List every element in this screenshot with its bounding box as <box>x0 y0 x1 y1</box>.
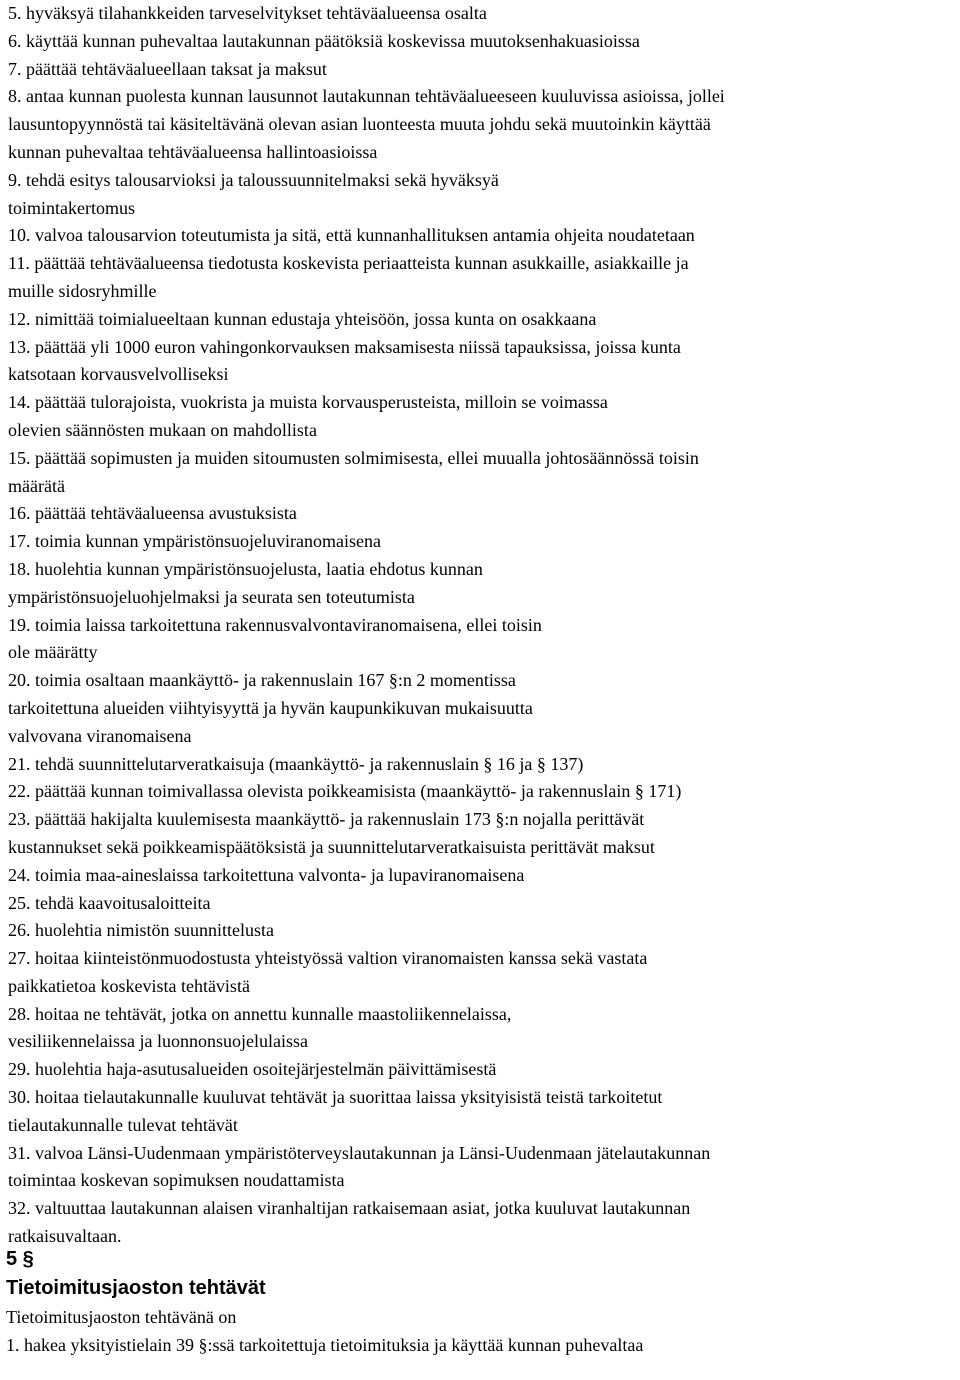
list-line: 17. toimia kunnan ympäristönsuojeluviranomaisena <box>8 531 381 552</box>
list-line: 29. huolehtia haja-asutusalueiden osoitejärjestelmän päivittämisestä <box>8 1059 497 1080</box>
list-line: 28. hoitaa ne tehtävät, jotka on annettu kunnalle maastoliikennelaissa, <box>8 1003 512 1024</box>
list-line: 15. päättää sopimusten ja muiden sitoumusten solmimisesta, ellei muualla johtosäännössä toisin <box>8 447 699 468</box>
section-intro: Tietoimitusjaoston tehtävänä on <box>6 1307 237 1327</box>
list-line: 30. hoitaa tielautakunnalle kuuluvat tehtävät ja suorittaa laissa yksityisistä teistä tarkoitetut <box>8 1087 663 1108</box>
list-line: 22. päättää kunnan toimivallassa olevista poikkeamisista (maankäyttö- ja rakennuslain § 171) <box>8 781 682 802</box>
list-line: ympäristönsuojeluohjelmaksi ja seurata sen toteutumista <box>8 586 415 607</box>
list-line: 7. päättää tehtäväalueellaan taksat ja maksut <box>8 58 327 79</box>
section-first-item: 1. hakea yksityistielain 39 §:ssä tarkoitettuja tietoimituksia ja käyttää kunnan puhevaltaa <box>6 1335 644 1355</box>
list-line: valvovana viranomaisena <box>8 725 192 746</box>
list-line: toimintakertomus <box>8 197 135 218</box>
list-line: 9. tehdä esitys talousarvioksi ja taloussuunnitelmaksi sekä hyväksyä <box>8 169 499 190</box>
section-title: Tietoimitusjaoston tehtävät <box>6 1277 266 1299</box>
list-line: 18. huolehtia kunnan ympäristönsuojelusta, laatia ehdotus kunnan <box>8 558 483 579</box>
list-line: 13. päättää yli 1000 euron vahingonkorvauksen maksamisesta niissä tapauksissa, joissa kunta <box>8 336 681 357</box>
list-line: lausuntopyynnöstä tai käsiteltävänä olevan asian luonteesta muuta johdu sekä muutoinkin käyttää <box>8 114 711 135</box>
list-line: tielautakunnalle tulevat tehtävät <box>8 1114 238 1135</box>
list-line: kustannukset sekä poikkeamispäätöksistä ja suunnittelutarveratkaisuista perittävät maksut <box>8 836 655 857</box>
list-line: 20. toimia osaltaan maankäyttö- ja rakennuslain 167 §:n 2 momentissa <box>8 670 516 691</box>
list-line: 25. tehdä kaavoitusaloitteita <box>8 892 211 913</box>
list-line: 21. tehdä suunnittelutarveratkaisuja (maankäyttö- ja rakennuslain § 16 ja § 137) <box>8 753 584 774</box>
list-line: paikkatietoa koskevista tehtävistä <box>8 975 250 996</box>
list-line: kunnan puhevaltaa tehtäväalueensa hallintoasioissa <box>8 141 378 162</box>
list-line: 23. päättää hakijalta kuulemisesta maankäyttö- ja rakennuslain 173 §:n nojalla perittävät <box>8 809 645 830</box>
list-line: ole määrätty <box>8 642 98 663</box>
list-line: tarkoitettuna alueiden viihtyisyyttä ja hyvän kaupunkikuvan mukaisuutta <box>8 697 533 718</box>
list-line: 6. käyttää kunnan puhevaltaa lautakunnan päätöksiä koskevissa muutoksenhakuasioissa <box>8 30 640 51</box>
section-number: 5 § <box>6 1248 34 1270</box>
list-line: 10. valvoa talousarvion toteutumista ja sitä, että kunnanhallituksen antamia ohjeita noudatetaan <box>8 225 695 246</box>
list-line: 26. huolehtia nimistön suunnittelusta <box>8 920 274 941</box>
section-5 <box>6 1240 956 1359</box>
list-line: katsotaan korvausvelvolliseksi <box>8 364 229 385</box>
list-line: 11. päättää tehtäväalueensa tiedotusta koskevista periaatteista kunnan asukkaille, asiakkaille ja <box>8 253 689 274</box>
list-line: 8. antaa kunnan puolesta kunnan lausunnot lautakunnan tehtäväalueeseen kuuluvissa asioissa, jollei <box>8 86 725 107</box>
list-line: ratkaisuvaltaan. <box>8 1226 122 1247</box>
list-line: määrätä <box>8 475 65 496</box>
list-line: 12. nimittää toimialueeltaan kunnan edustaja yhteisöön, jossa kunta on osakkaana <box>8 308 597 329</box>
list-line: 14. päättää tulorajoista, vuokrista ja muista korvausperusteista, milloin se voimassa <box>8 392 608 413</box>
list-line: olevien säännösten mukaan on mahdollista <box>8 419 317 440</box>
list-line: 5. hyväksyä tilahankkeiden tarveselvitykset tehtäväalueensa osalta <box>8 3 487 23</box>
list-line: muille sidosryhmille <box>8 280 157 301</box>
list-line: 32. valtuuttaa lautakunnan alaisen viranhaltijan ratkaisemaan asiat, jotka kuuluvat lautakunnan <box>8 1198 691 1219</box>
list-line: 27. hoitaa kiinteistönmuodostusta yhteistyössä valtion viranomaisten kanssa sekä vastata <box>8 948 648 969</box>
list-line: 31. valvoa Länsi-Uudenmaan ympäristöterveyslautakunnan ja Länsi-Uudenmaan jätelautakunnan <box>8 1142 711 1163</box>
duties-list <box>8 0 958 1251</box>
list-line: 24. toimia maa-aineslaissa tarkoitettuna valvonta- ja lupaviranomaisena <box>8 864 525 885</box>
list-line: vesiliikennelaissa ja luonnonsuojelulaissa <box>8 1031 308 1052</box>
list-line: 16. päättää tehtäväalueensa avustuksista <box>8 503 297 524</box>
list-line: 19. toimia laissa tarkoitettuna rakennusvalvontaviranomaisena, ellei toisin <box>8 614 542 635</box>
list-line: toimintaa koskevan sopimuksen noudattamista <box>8 1170 345 1191</box>
